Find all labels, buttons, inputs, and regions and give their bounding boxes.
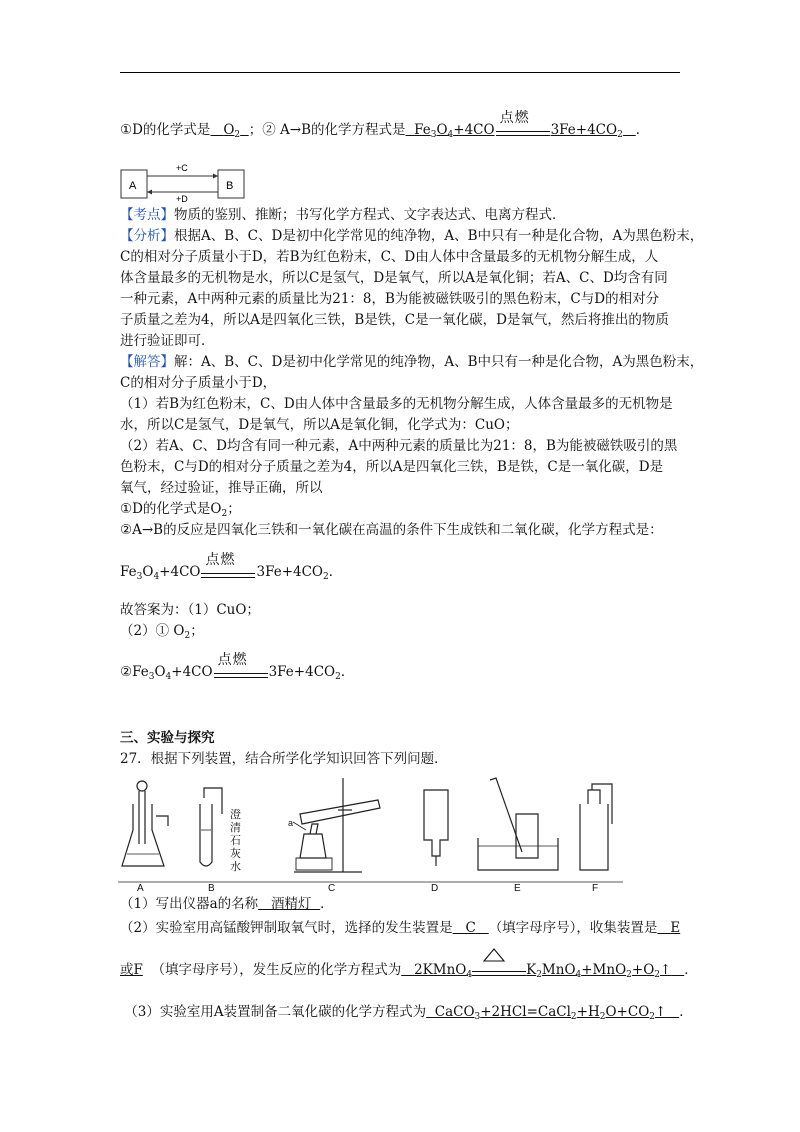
label-a: A <box>137 883 144 892</box>
answer-or-f: 或F <box>120 962 143 978</box>
reaction-arrow: 点燃 <box>214 664 268 678</box>
label-a-mark: a <box>288 818 294 828</box>
jieda-line-4: 水，所以C是氢气，D是氧气，所以A是氧化铜，化学式为：CuO； <box>120 417 519 433</box>
box-b-label: B <box>226 180 234 192</box>
svg-text:灰: 灰 <box>230 848 241 860</box>
caco3-equation: $CaCO_3+2HCl=CaCl_2+H_2O+CO_2↑$ <box>434 1004 667 1022</box>
answer-e: E <box>670 920 681 936</box>
jieda-tag: 【解答】 <box>120 354 174 370</box>
q27-part2: （2）实验室用高锰酸钾制取氧气时，选择的发生装置是 C （填字母序号），收集装置是 E <box>120 920 681 936</box>
apparatus-d <box>424 790 448 866</box>
svg-text:石: 石 <box>230 835 241 847</box>
label-f: F <box>592 883 599 892</box>
q27-part1: （1）写出仪器a的名称 酒精灯 ． <box>120 896 334 912</box>
jieda-line-7: 氧气，经过验证，推导正确，所以 <box>120 480 323 496</box>
q1-equation: $Fe_3O_4+4CO$ 点燃 $3Fe+4CO_2$ <box>414 110 623 140</box>
kaodian-line <box>120 206 566 224</box>
jieda-line-5: （2）若A、C、D均含有同一种元素，A中两种元素的质量比为21：8，B为能被磁铁吸引的黑 <box>120 438 678 454</box>
jieda-line-8: ①D的化学式是$O_2$； <box>120 501 241 519</box>
answer-line-2: （2）① $O_2$； <box>120 623 204 641</box>
q1-answer-o2: $O_2$ <box>223 122 241 140</box>
q1-text-2: ；② A→B的化学方程式是 <box>248 122 406 138</box>
ab-diagram <box>120 158 245 202</box>
reaction-arrow: 点燃 <box>496 122 550 136</box>
fenxi-line-6: 进行验证即可． <box>120 333 215 349</box>
apparatus-c <box>293 778 380 872</box>
apparatus-a <box>122 781 168 866</box>
label-b: B <box>208 883 215 892</box>
q1-line: ①D的化学式是 $O_2$ ；② A→B的化学方程式是 $Fe_3O_4+4CO$ 点燃 $3Fe+4CO_2$ ． <box>120 110 650 140</box>
kaodian-tag: 【考点】 <box>120 207 174 223</box>
kmno4-equation: 2KMnO$_4$ $K_2MnO_4+MnO_2+O_2↑$ <box>401 962 684 978</box>
fenxi-line-4: 一种元素，A中两种元素的质量比为21：8，B为能被磁铁吸引的黑色粉末，C与D的相对分 <box>120 291 660 307</box>
kaodian-text: 物质的鉴别、推断；书写化学方程式、文字表达式、电离方程式． <box>174 207 566 223</box>
apparatus-f <box>580 784 612 870</box>
fenxi-line-5: 子质量之差为4，所以A是四氧化三铁，B是铁，C是一氧化碳，D是氧气，然后将推出的物质 <box>120 312 669 328</box>
box-a-label: A <box>129 180 137 192</box>
jieda-line-3: （1）若B为红色粉末，C、D由人体中含量最多的无机物分解生成，人体含量最多的无机物是 <box>120 396 673 412</box>
jieda-line-6: 色粉末，C与D的相对分子质量之差为4，所以A是四氧化三铁，B是铁，C是一氧化碳，D是 <box>120 459 664 475</box>
fenxi-tag: 【分析】 <box>120 228 174 244</box>
jieda-line-2: C的相对分子质量小于D， <box>120 375 277 391</box>
q27-part3: （3）实验室用A装置制备二氧化碳的化学方程式为 $CaCO_3+2HCl=CaCl_2+H_2O+CO_2↑$ ． <box>124 1004 693 1022</box>
jieda-equation: $Fe_3O_4+4CO$ 点燃 $3Fe+4CO_2$． <box>120 552 343 582</box>
q27-part2-cont: 或F （填字母序号），发生反应的化学方程式为 2KMnO$_4$ $K_2MnO_4+MnO_2+O_2↑$ ． <box>120 961 698 979</box>
label-c: C <box>328 883 336 892</box>
section-title: 三、实验与探究 <box>120 730 215 746</box>
apparatus-e <box>478 778 558 870</box>
arrow-bottom-label: +D <box>176 194 188 202</box>
arrow-top-label: +C <box>176 163 188 173</box>
answer-alcohol-lamp: 酒精灯 <box>271 896 312 912</box>
apparatus-figure <box>118 774 623 892</box>
limewater-label <box>230 808 241 873</box>
q27-stem: 27．根据下列装置，结合所学化学知识回答下列问题． <box>120 751 448 767</box>
label-d: D <box>431 883 439 892</box>
svg-text:水: 水 <box>230 861 241 873</box>
header-rule <box>120 72 680 73</box>
q1-text: ①D的化学式是 <box>120 122 211 138</box>
jieda-line-9: ②A→B的反应是四氧化三铁和一氧化碳在高温的条件下生成铁和二氧化碳，化学方程式是： <box>120 522 663 538</box>
reaction-arrow: 点燃 <box>201 564 255 578</box>
label-e: E <box>514 883 521 892</box>
svg-text:澄: 澄 <box>230 809 241 821</box>
svg-text:清: 清 <box>230 822 241 834</box>
heat-arrow <box>472 962 526 976</box>
apparatus-b <box>200 788 222 866</box>
fenxi-line-3: 体含量最多的无机物是水，所以C是氢气，D是氧气，所以A是氧化铜；若A、C、D均含有同 <box>120 270 668 286</box>
jieda-line-1: 【解答】解：A、B、C、D是初中化学常见的纯净物，A、B中只有一种是化合物，A为黑色粉末， <box>120 354 704 370</box>
answer-line-1: 故答案为：（1）CuO； <box>120 602 260 618</box>
answer-c: C <box>465 920 476 936</box>
answer-equation: $②Fe_3O_4+4CO$ 点燃 $3Fe+4CO_2$． <box>120 652 355 682</box>
fenxi-line-2: C的相对分子质量小于D，若B为红色粉末，C、D由人体中含量最多的无机物分解生成，人 <box>120 249 659 265</box>
fenxi-line-1: 【分析】根据A、B、C、D是初中化学常见的纯净物，A、B中只有一种是化合物，A为黑色粉末， <box>120 228 704 244</box>
